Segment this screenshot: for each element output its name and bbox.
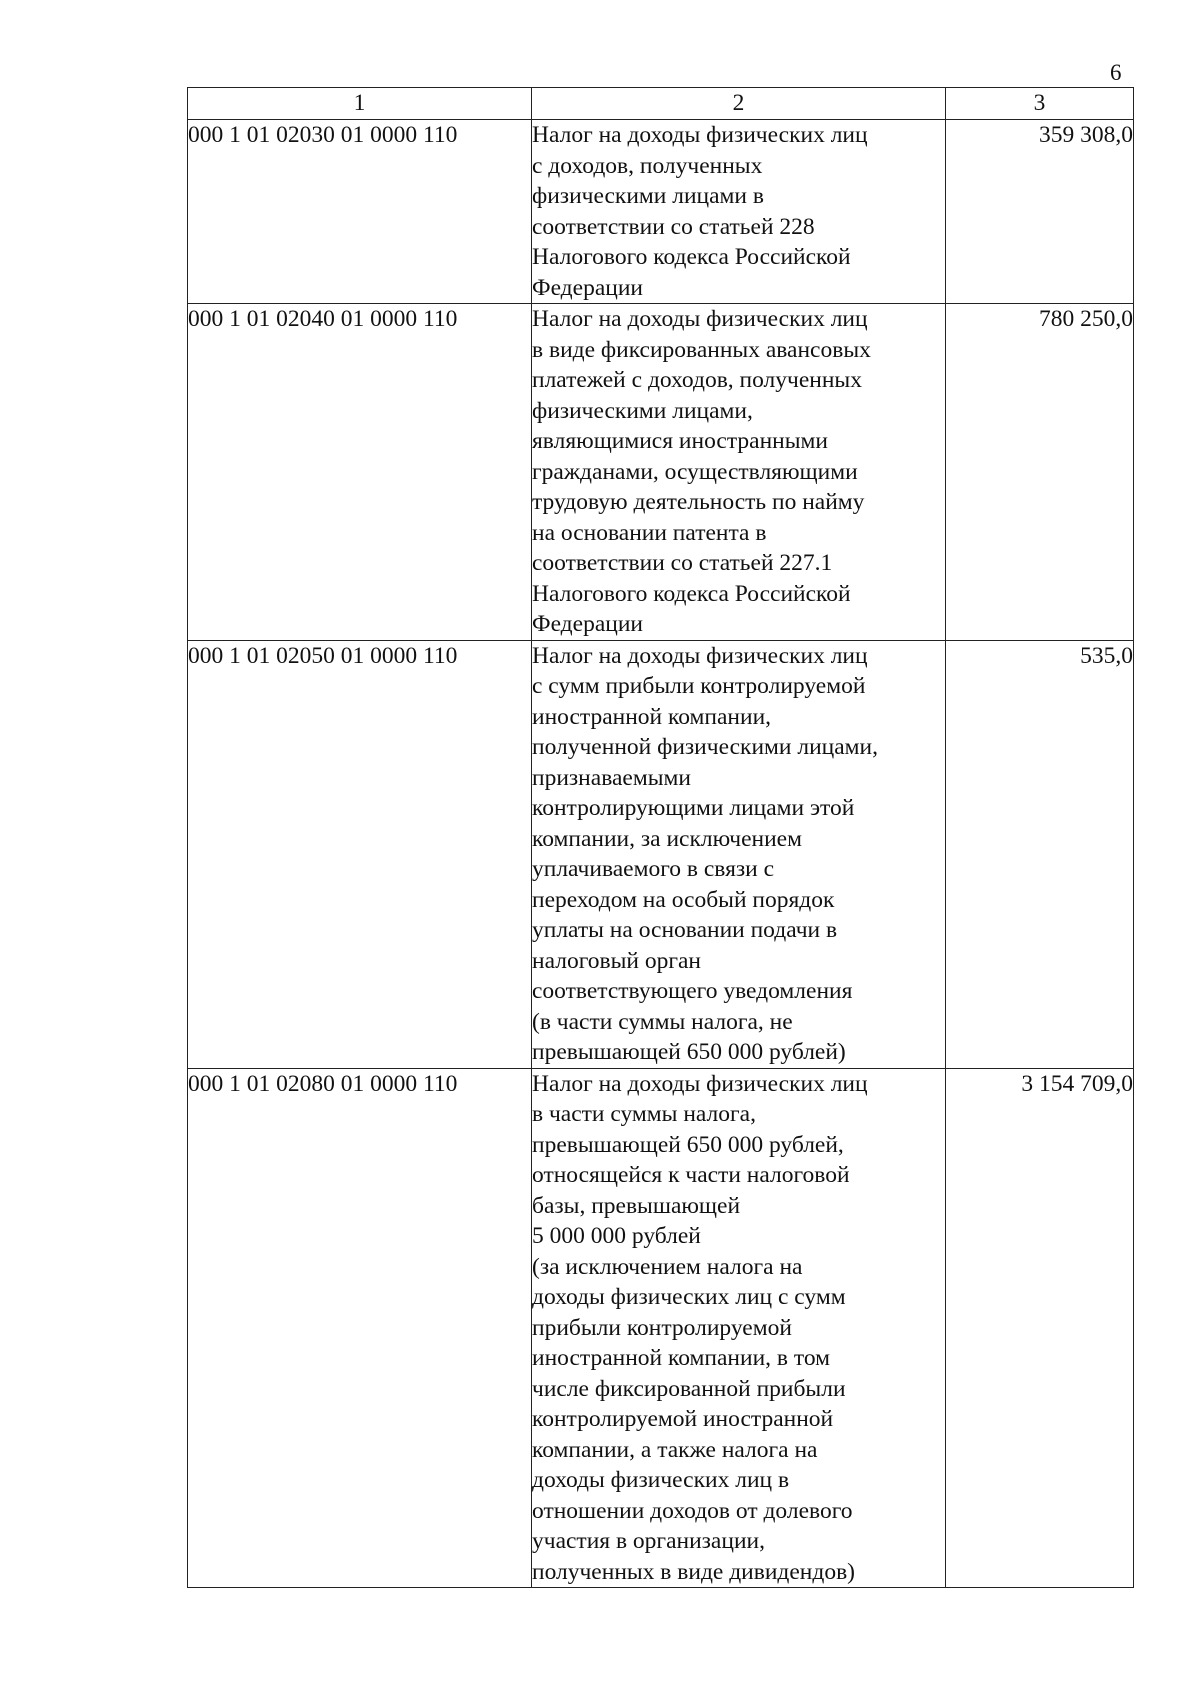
description-line: Налог на доходы физических лиц [532, 306, 868, 332]
description-line: переходом на особый порядок [532, 886, 835, 913]
description-line: являющимися иностранными [532, 428, 828, 454]
description-line: доходы физических лиц с сумм [532, 1284, 846, 1310]
description-line: Налогового кодекса Российской [532, 580, 851, 607]
description-line: 5 000 000 рублей [532, 1223, 701, 1249]
description-line: (за исключением налога на [532, 1253, 803, 1280]
description-line: уплаты на основании подачи в [532, 917, 838, 943]
description-line: отношении доходов от долевого [532, 1497, 853, 1524]
budget-classification-code: 000 1 01 02050 01 0000 110 [188, 640, 532, 1068]
description-line: доходы физических лиц в [532, 1467, 790, 1493]
description-line: полученных в виде дивидендов) [532, 1558, 856, 1585]
description-line: физическими лицами в [532, 183, 764, 209]
page-number: 6 [1110, 60, 1122, 85]
description-line: соответствующего уведомления [532, 978, 853, 1004]
description-line: контролирующими лицами этой [532, 795, 855, 821]
description-line: Налогового кодекса Российской [532, 244, 851, 270]
description-line: участия в организации, [532, 1528, 765, 1554]
amount-value: 535,0 [946, 640, 1134, 1068]
budget-classification-code: 000 1 01 02080 01 0000 110 [188, 1068, 532, 1588]
description-line: контролируемой иностранной [532, 1406, 834, 1432]
description-line: с сумм прибыли контролируемой [532, 673, 866, 699]
description-line: гражданами, осуществляющими [532, 458, 858, 485]
description-line: налоговый орган [532, 947, 701, 974]
description-line: иностранной компании, в том [532, 1345, 830, 1371]
description-line: числе фиксированной прибыли [532, 1375, 846, 1402]
table-row [188, 1068, 1134, 1588]
revenue-description [532, 304, 946, 641]
table-row [188, 304, 1134, 641]
description-line: соответствии со статьей 227.1 [532, 550, 833, 576]
description-line: компании, за исключением [532, 825, 802, 852]
description-line: Налог на доходы физических лиц [532, 122, 868, 148]
description-line: в части суммы налога, [532, 1101, 756, 1127]
table-body [188, 120, 1134, 1588]
description-line: Налог на доходы физических лиц [532, 1070, 868, 1097]
description-line: относящейся к части налоговой [532, 1162, 850, 1188]
description-line: в виде фиксированных авансовых [532, 336, 871, 363]
amount-value: 359 308,0 [946, 120, 1134, 304]
budget-revenue-table [187, 87, 1134, 1588]
description-line: (в части суммы налога, не [532, 1008, 793, 1035]
description-line: Налог на доходы физических лиц [532, 642, 868, 669]
description-line: на основании патента в [532, 519, 767, 546]
column-header-amount: 3 [946, 88, 1134, 120]
column-header-code: 1 [188, 88, 532, 120]
description-line: полученной физическими лицами, [532, 734, 878, 760]
amount-value: 780 250,0 [946, 304, 1134, 641]
revenue-description [532, 640, 946, 1068]
table-row [188, 120, 1134, 304]
budget-classification-code: 000 1 01 02030 01 0000 110 [188, 120, 532, 304]
description-line: признаваемыми [532, 764, 691, 791]
description-line: с доходов, полученных [532, 152, 763, 179]
description-line: Федерации [532, 274, 643, 301]
budget-classification-code: 000 1 01 02040 01 0000 110 [188, 304, 532, 641]
description-line: превышающей 650 000 рублей, [532, 1131, 844, 1158]
description-line: уплачиваемого в связи с [532, 856, 775, 882]
revenue-description [532, 1068, 946, 1588]
description-line: иностранной компании, [532, 703, 772, 730]
table-row [188, 640, 1134, 1068]
description-line: прибыли контролируемой [532, 1314, 792, 1341]
description-line: превышающей 650 000 рублей) [532, 1039, 846, 1065]
description-line: трудовую деятельность по найму [532, 489, 865, 515]
revenue-description [532, 120, 946, 304]
description-line: Федерации [532, 611, 643, 637]
description-line: базы, превышающей [532, 1192, 741, 1219]
description-line: соответствии со статьей 228 [532, 213, 815, 240]
table-header-row [188, 88, 1134, 120]
amount-value: 3 154 709,0 [946, 1068, 1134, 1588]
column-header-description: 2 [532, 88, 946, 120]
description-line: компании, а также налога на [532, 1436, 818, 1463]
description-line: физическими лицами, [532, 397, 753, 424]
description-line: платежей с доходов, полученных [532, 367, 862, 393]
